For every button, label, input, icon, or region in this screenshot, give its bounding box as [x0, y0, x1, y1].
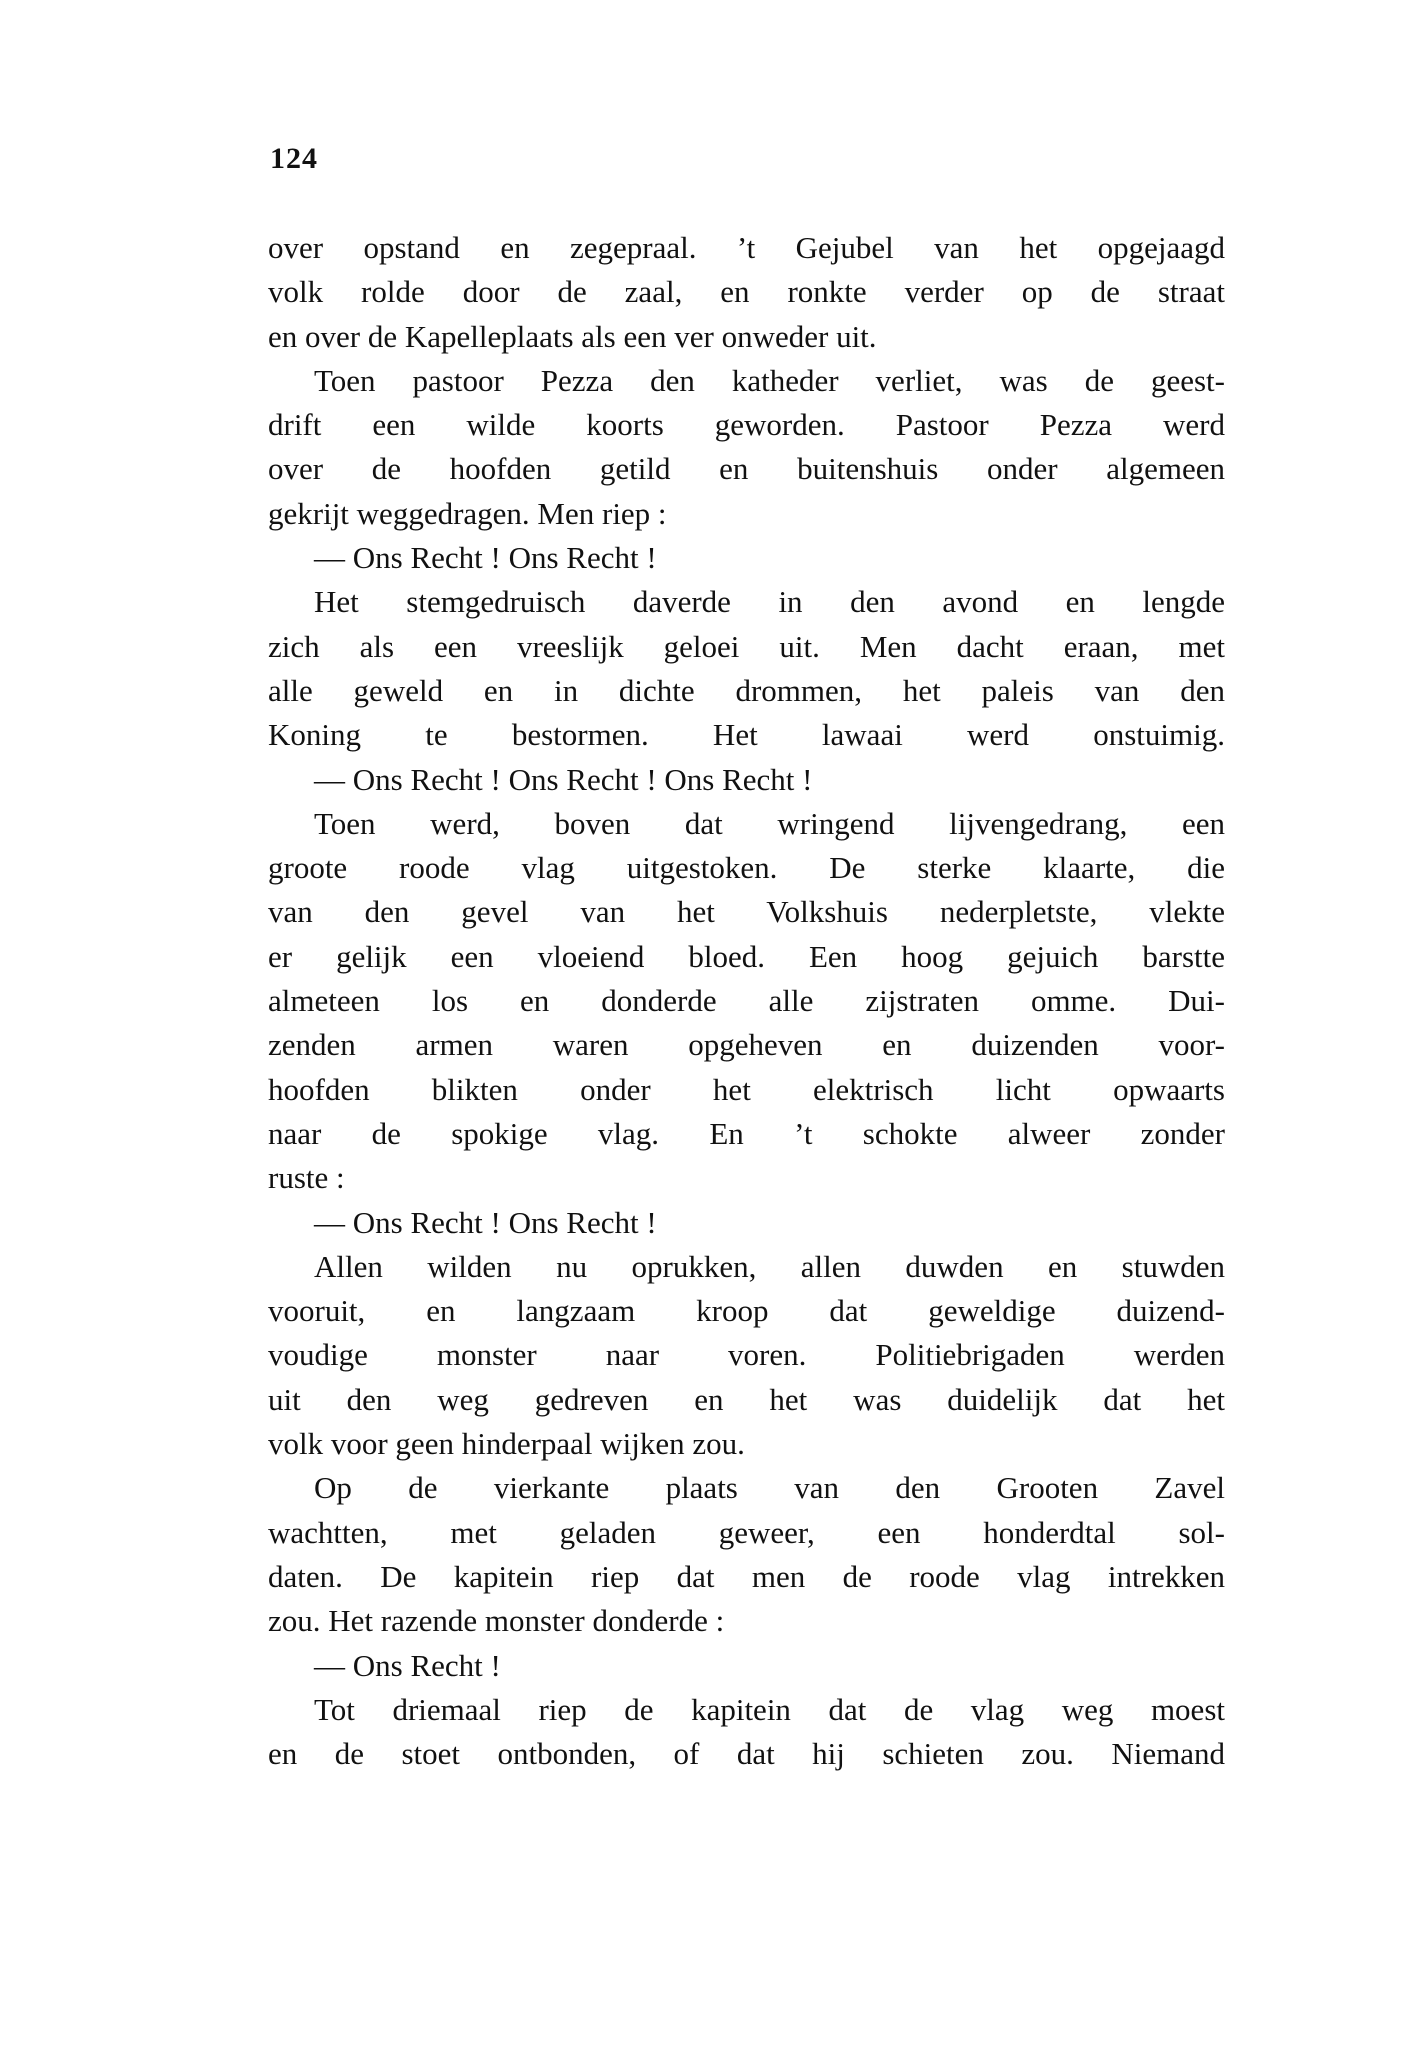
- text-line: Allen wilden nu oprukken, allen duwden en stuwden: [314, 1248, 1225, 1284]
- text-line: alle geweld en in dichte drommen, het paleis van den: [268, 672, 1225, 708]
- text-line: hoofden blikten onder het elektrisch licht opwaarts: [268, 1071, 1225, 1107]
- text-line: en over de Kapelleplaats als een ver onweder uit.: [268, 318, 877, 354]
- text-line: volk voor geen hinderpaal wijken zou.: [268, 1426, 745, 1462]
- text-line: almeteen los en donderde alle zijstraten omme. Dui-: [268, 983, 1225, 1019]
- text-line: — Ons Recht ! Ons Recht !: [314, 540, 657, 576]
- text-line: — Ons Recht ! Ons Recht !: [314, 1204, 657, 1240]
- text-line: Tot driemaal riep de kapitein dat de vlag weg moest: [314, 1691, 1225, 1727]
- text-line: groote roode vlag uitgestoken. De sterke klaarte, die: [268, 850, 1225, 886]
- text-line: Het stemgedruisch daverde in den avond en lengde: [314, 584, 1225, 620]
- text-line: Koning te bestormen. Het lawaai werd onstuimig.: [268, 717, 1225, 753]
- text-line: ruste :: [268, 1160, 345, 1196]
- text-line: en de stoet ontbonden, of dat hij schieten zou. Niemand: [268, 1736, 1225, 1772]
- text-line: naar de spokige vlag. En ’t schokte alweer zonder: [268, 1115, 1225, 1151]
- text-line: Toen werd, boven dat wringend lijvengedrang, een: [314, 805, 1225, 841]
- text-line: drift een wilde koorts geworden. Pastoor Pezza werd: [268, 407, 1225, 443]
- text-line: — Ons Recht !: [314, 1647, 501, 1683]
- text-line: daten. De kapitein riep dat men de roode vlag intrekken: [268, 1558, 1225, 1594]
- page-number: 124: [270, 142, 318, 175]
- text-line: zich als een vreeslijk geloei uit. Men dacht eraan, met: [268, 628, 1225, 664]
- text-line: zenden armen waren opgeheven en duizenden voor-: [268, 1027, 1225, 1063]
- text-line: — Ons Recht ! Ons Recht ! Ons Recht !: [314, 761, 813, 797]
- text-line: uit den weg gedreven en het was duidelijk dat het: [268, 1381, 1225, 1417]
- text-line: Toen pastoor Pezza den katheder verliet, was de geest-: [314, 362, 1225, 398]
- text-line: vooruit, en langzaam kroop dat geweldige duizend-: [268, 1293, 1225, 1329]
- text-line: zou. Het razende monster donderde :: [268, 1603, 725, 1639]
- text-line: wachtten, met geladen geweer, een honderdtal sol-: [268, 1514, 1225, 1550]
- text-line: gekrijt weggedragen. Men riep :: [268, 495, 667, 531]
- text-line: Op de vierkante plaats van den Grooten Zavel: [314, 1470, 1225, 1506]
- body-text: [268, 226, 1225, 1776]
- text-line: er gelijk een vloeiend bloed. Een hoog gejuich barstte: [268, 938, 1225, 974]
- text-line: over opstand en zegepraal. ’t Gejubel van het opgejaagd: [268, 230, 1225, 265]
- text-line: over de hoofden getild en buitenshuis onder algemeen: [268, 451, 1225, 487]
- text-line: van den gevel van het Volkshuis nederpletste, vlekte: [268, 894, 1225, 930]
- text-line: volk rolde door de zaal, en ronkte verder op de straat: [268, 274, 1225, 310]
- text-line: voudige monster naar voren. Politiebrigaden werden: [268, 1337, 1225, 1373]
